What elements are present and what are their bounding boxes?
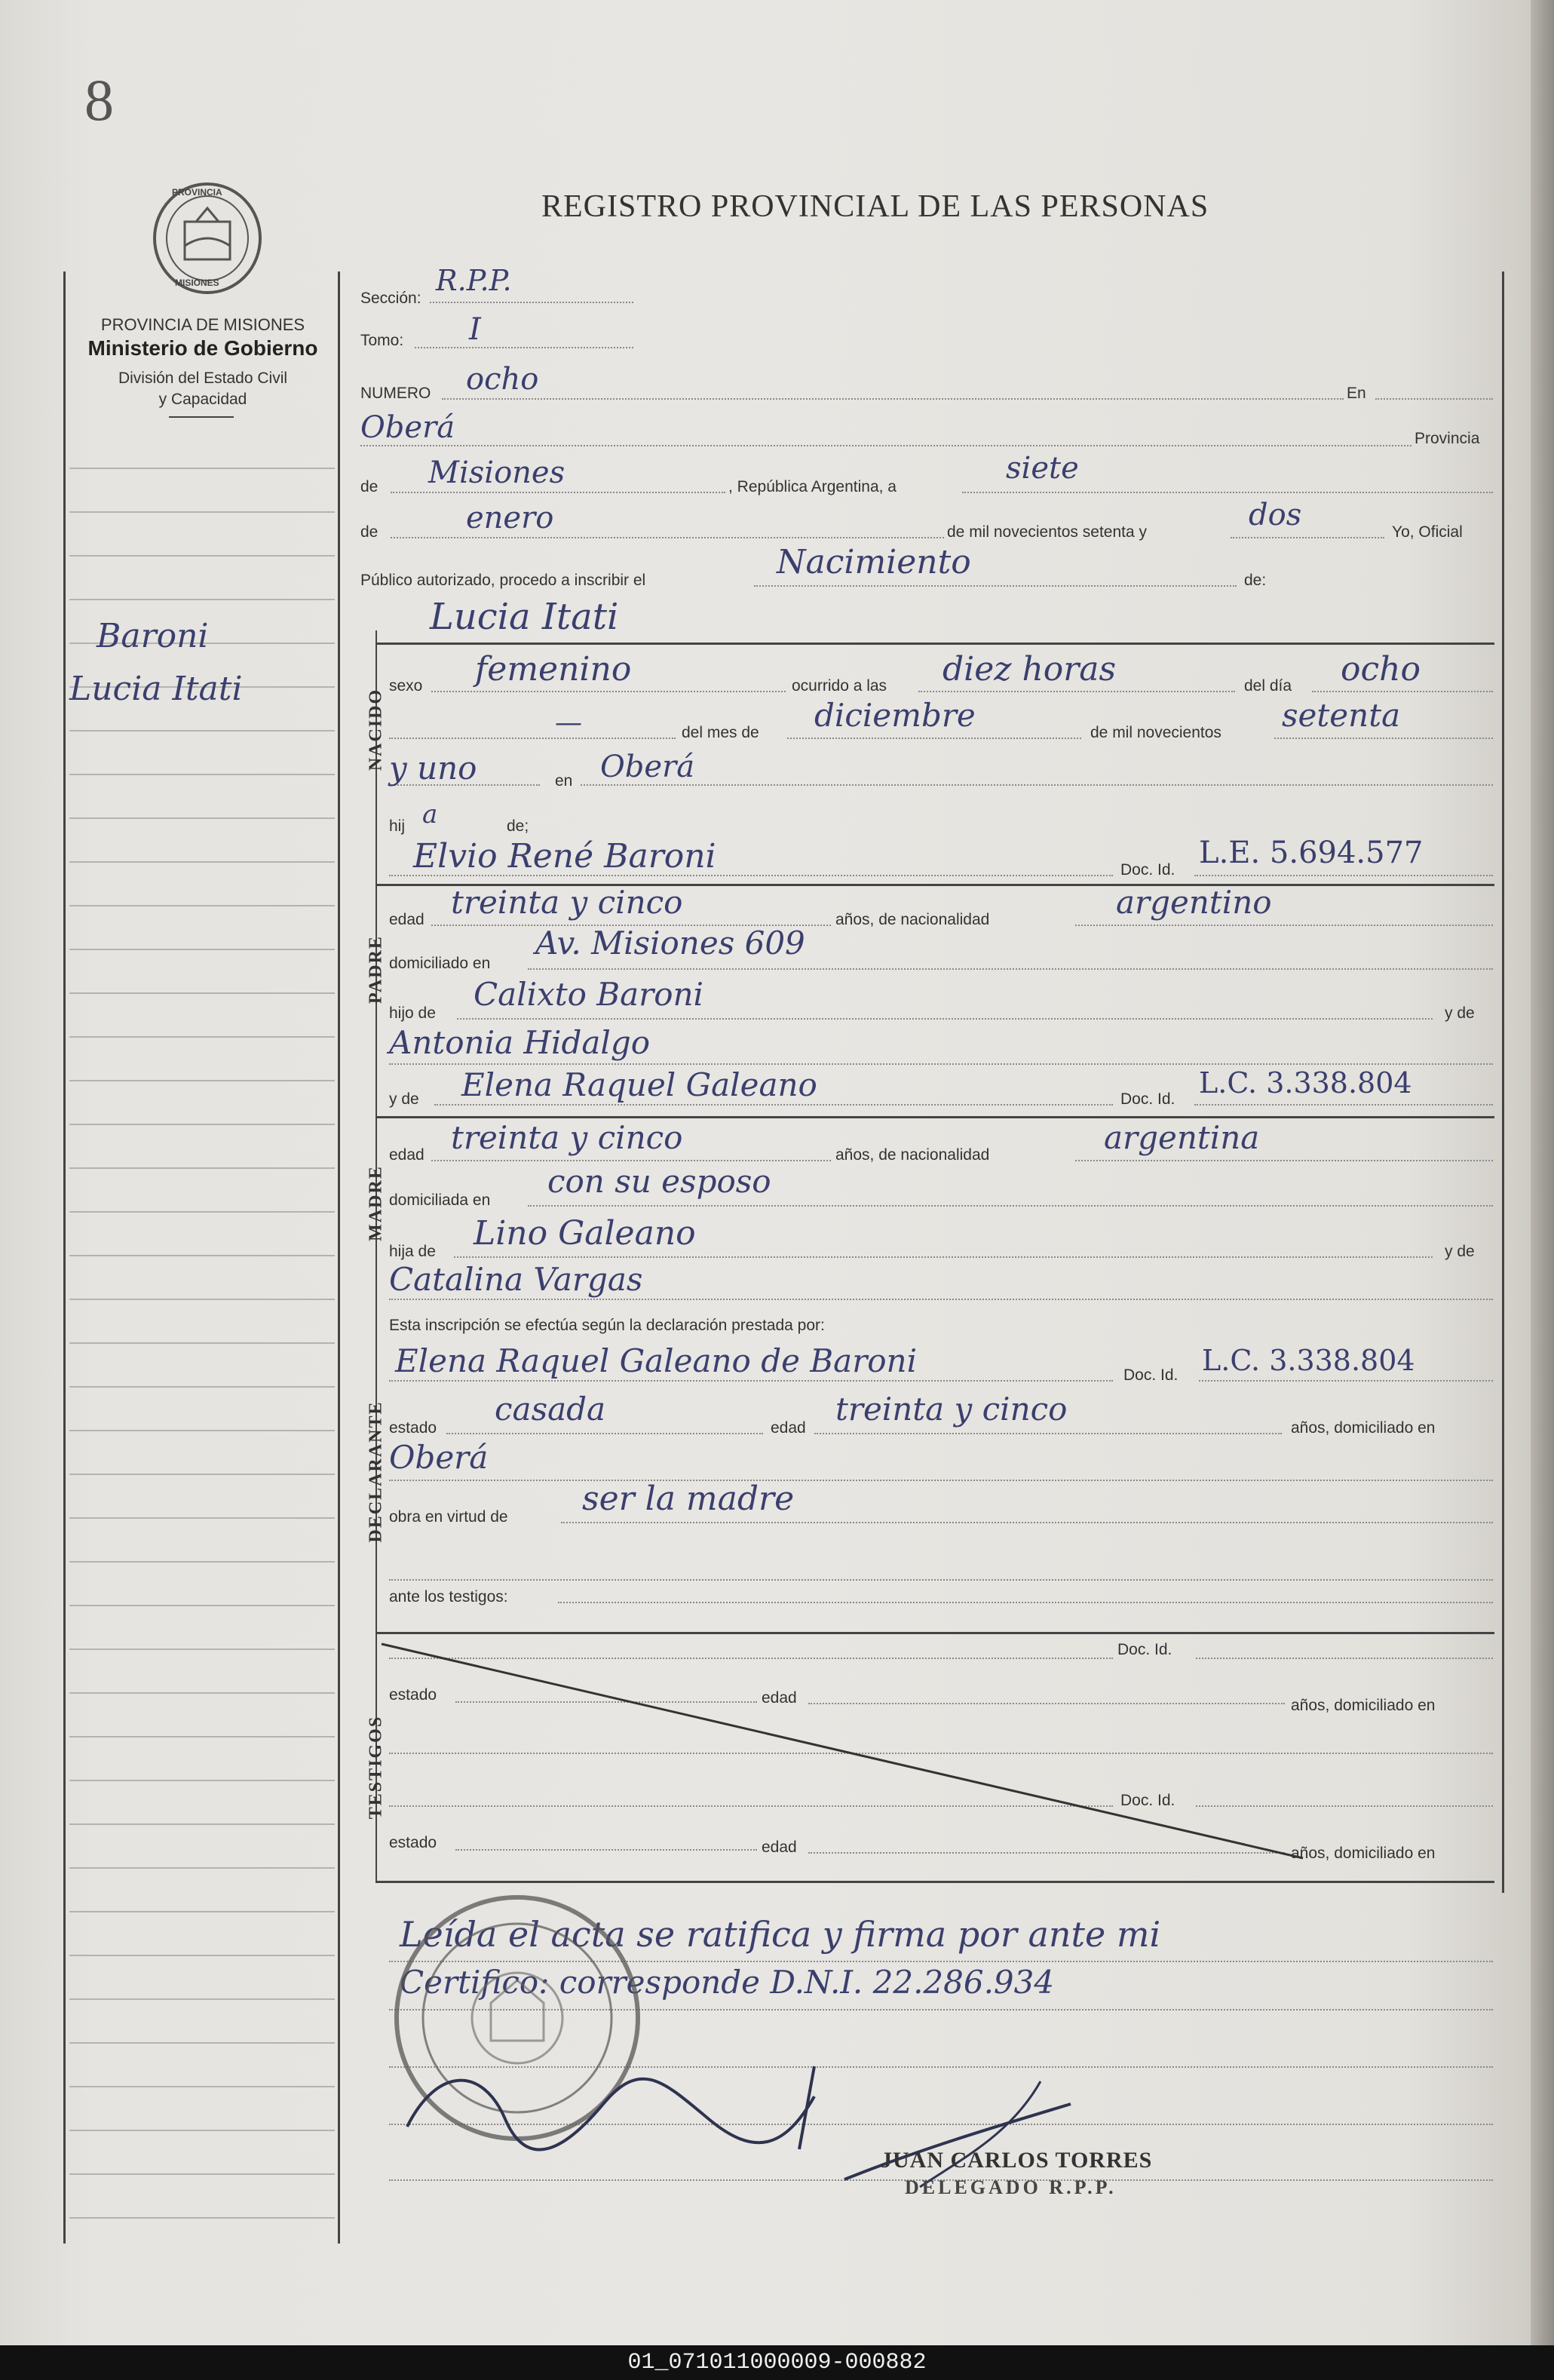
declarante-blank-line xyxy=(389,1579,1493,1581)
margin-ruled-line xyxy=(69,511,335,513)
madre-hija-de-line xyxy=(454,1256,1433,1258)
ante-line xyxy=(558,1602,1493,1603)
anio-nac-value-2: y uno xyxy=(389,750,477,787)
margin-ruled-line xyxy=(69,1649,335,1650)
margin-ruled-line xyxy=(69,730,335,731)
margin-ruled-line xyxy=(69,1692,335,1694)
margin-ruled-line xyxy=(69,949,335,950)
declarante-edad-label: edad xyxy=(771,1419,806,1437)
testigo2-estado-label: estado xyxy=(389,1834,437,1851)
dash-value: — xyxy=(555,707,582,738)
seccion-line xyxy=(430,302,633,303)
padre-hijo-de-label: hijo de xyxy=(389,1004,436,1022)
lugar-value: Oberá xyxy=(360,410,455,445)
margin-ruled-line xyxy=(69,1823,335,1825)
declarante-line xyxy=(389,1380,1113,1382)
margin-ruled-line xyxy=(69,2130,335,2131)
margin-frame-line xyxy=(338,271,340,2244)
witness-strike-line xyxy=(375,1632,1494,1881)
inscripcion-label: Esta inscripción se efectúa según la declaración prestada por: xyxy=(389,1317,825,1334)
nombre-value: Lucia Itati xyxy=(430,596,619,638)
capacity-underline xyxy=(169,416,234,418)
division-label: División del Estado Civil xyxy=(118,370,288,387)
padre-value: Elvio René Baroni xyxy=(413,837,716,876)
margin-ruled-line xyxy=(69,1430,335,1431)
madre-hija-de-value: Lino Galeano xyxy=(474,1214,696,1253)
declarante-doc-value: L.C. 3.338.804 xyxy=(1202,1344,1415,1377)
right-frame-line xyxy=(1502,271,1504,1893)
margin-surname: Baroni xyxy=(97,617,209,655)
sexo-label: sexo xyxy=(389,677,423,695)
margin-given-name: Lucia Itati xyxy=(69,670,243,708)
dia-value: siete xyxy=(1006,451,1079,486)
margin-ruled-line xyxy=(69,861,335,863)
provincia-label: Provincia xyxy=(1415,430,1480,447)
testigo1-anos-dom-label: años, domiciliado en xyxy=(1291,1697,1436,1714)
seccion-value: R.P.P. xyxy=(436,264,512,297)
padre-hijo-de-line xyxy=(457,1018,1433,1020)
lugar-nac-line xyxy=(581,784,1493,786)
hora-value: diez horas xyxy=(943,650,1117,689)
madre-doc-label: Doc. Id. xyxy=(1120,1090,1175,1108)
testigo2-anos-dom-label: años, domiciliado en xyxy=(1291,1845,1436,1862)
dia-nac-line xyxy=(1312,691,1493,692)
margin-ruled-line xyxy=(69,1386,335,1388)
declarante-doc-label: Doc. Id. xyxy=(1123,1366,1179,1384)
seccion-label: Sección: xyxy=(360,290,421,307)
madre-nac-line xyxy=(1075,1160,1493,1161)
numero-value: ocho xyxy=(466,362,539,397)
padre-hijo-de-value: Calixto Baroni xyxy=(474,976,703,1013)
madre-madre-value: Catalina Vargas xyxy=(389,1261,643,1298)
tomo-line xyxy=(415,347,633,348)
margin-ruled-line xyxy=(69,1780,335,1781)
provincia-value: Misiones xyxy=(428,455,566,490)
testigo1-estado-label: estado xyxy=(389,1686,437,1704)
province-label: PROVINCIA DE MISIONES xyxy=(100,315,305,334)
declarante-estado-label: estado xyxy=(389,1419,437,1437)
madre-edad-value: treinta y cinco xyxy=(451,1119,683,1156)
margin-ruled-line xyxy=(69,1342,335,1344)
padre-madre-line xyxy=(389,1063,1493,1065)
hora-line xyxy=(918,691,1235,692)
declarante-doc-line xyxy=(1199,1380,1493,1382)
de-mil-label: de mil novecientos setenta y xyxy=(947,523,1147,541)
margin-ruled-line xyxy=(69,1517,335,1519)
page-edge xyxy=(1531,0,1554,2345)
obra-label: obra en virtud de xyxy=(389,1508,508,1526)
padre-edad-value: treinta y cinco xyxy=(451,884,683,921)
margin-ruled-line xyxy=(69,1736,335,1737)
emblem-top-text: PROVINCIA xyxy=(172,187,222,198)
padre-doc-label: Doc. Id. xyxy=(1120,861,1175,879)
stamp-role: DELEGADO R.P.P. xyxy=(905,2176,1117,2198)
padre-nac-label: años, de nacionalidad xyxy=(835,911,990,928)
madre-y-de-label: y de xyxy=(389,1090,419,1108)
provincia-line xyxy=(391,492,725,493)
padre-dom-line xyxy=(528,968,1493,970)
lugar-line xyxy=(360,445,1411,446)
lugar-nac-value: Oberá xyxy=(600,750,695,784)
declarante-value: Elena Raquel Galeano de Baroni xyxy=(395,1342,918,1379)
numero-line xyxy=(442,398,1344,400)
anio-nac-line xyxy=(1274,738,1493,739)
declarante-edad-value: treinta y cinco xyxy=(835,1391,1068,1428)
obra-value: ser la madre xyxy=(582,1480,795,1518)
dash-line xyxy=(389,738,676,739)
margin-ruled-line xyxy=(69,1299,335,1300)
dia-line xyxy=(962,492,1493,493)
de-acto-label: de: xyxy=(1244,572,1267,589)
mes-nac-value: diciembre xyxy=(814,697,976,734)
margin-ruled-line xyxy=(69,1255,335,1256)
madre-doc-line xyxy=(1194,1104,1493,1106)
de-label: de xyxy=(360,478,379,495)
declarante-dom-value: Oberá xyxy=(389,1439,489,1476)
padre-dom-value: Av. Misiones 609 xyxy=(535,925,805,962)
madre-doc-value: L.C. 3.338.804 xyxy=(1199,1066,1412,1100)
declarante-estado-line xyxy=(446,1433,763,1434)
declarante-estado-value: casada xyxy=(495,1391,606,1428)
madre-hija-de-label: hija de xyxy=(389,1243,436,1260)
mes-nac-line xyxy=(787,738,1081,739)
side-label-declarante: DECLARANTE xyxy=(366,1400,386,1543)
page-number: 8 xyxy=(84,67,114,133)
ministry-label: Ministerio de Gobierno xyxy=(87,336,318,360)
file-id-footer: 01_071011000009-000882 xyxy=(0,2345,1554,2380)
publico-label: Público autorizado, procedo a inscribir el xyxy=(360,572,646,589)
side-label-madre: MADRE xyxy=(366,1165,386,1241)
en-label: En xyxy=(1347,385,1366,402)
registry-title: REGISTRO PROVINCIAL DE LAS PERSONAS xyxy=(541,189,1209,224)
obra-line xyxy=(561,1522,1493,1523)
dia-nac-value: ocho xyxy=(1341,650,1421,689)
tomo-label: Tomo: xyxy=(360,332,404,349)
madre-dom-value: con su esposo xyxy=(547,1163,771,1200)
hij-suffix: a xyxy=(422,799,438,830)
stamp-name: JUAN CARLOS TORRES xyxy=(881,2148,1153,2173)
anio-nac-value-1: setenta xyxy=(1282,697,1401,734)
margin-ruled-line xyxy=(69,599,335,600)
side-label-padre: PADRE xyxy=(366,935,386,1004)
de-mil-nov-label: de mil novecientos xyxy=(1090,724,1221,741)
testigo1-edad-label: edad xyxy=(762,1689,797,1707)
margin-ruled-line xyxy=(69,555,335,557)
madre-value: Elena Raquel Galeano xyxy=(461,1066,817,1103)
madre-edad-line xyxy=(431,1160,831,1161)
mes-line xyxy=(391,537,944,538)
anio-line xyxy=(1231,537,1384,538)
madre-top-rule xyxy=(375,1116,1494,1118)
margin-ruled-line xyxy=(69,1911,335,1912)
margin-ruled-line xyxy=(69,2173,335,2175)
margin-ruled-line xyxy=(69,1605,335,1606)
margin-ruled-line xyxy=(69,1036,335,1038)
margin-ruled-line xyxy=(69,1124,335,1125)
margin-ruled-line xyxy=(69,1211,335,1213)
padre-y-de-label: y de xyxy=(1445,1004,1475,1022)
republica-label: , República Argentina, a xyxy=(728,478,897,495)
madre-nac-value: argentina xyxy=(1104,1119,1260,1156)
padre-nac-line xyxy=(1075,925,1493,926)
margin-ruled-line xyxy=(69,1167,335,1169)
sexo-line xyxy=(431,691,786,692)
madre-madre-line xyxy=(389,1299,1493,1300)
emblem-bottom-text: MISIONES xyxy=(175,278,219,288)
padre-madre-value: Antonia Hidalgo xyxy=(389,1024,651,1061)
hij-label: hij xyxy=(389,817,406,835)
padre-doc-value: L.E. 5.694.577 xyxy=(1199,836,1424,870)
del-dia-label: del día xyxy=(1244,677,1292,695)
margin-ruled-line xyxy=(69,817,335,819)
madre-dom-line xyxy=(528,1205,1493,1207)
margin-ruled-line xyxy=(69,2217,335,2219)
de-semicolon-label: de; xyxy=(507,817,529,835)
nacido-top-rule xyxy=(375,643,1494,645)
side-label-nacido: NACIDO xyxy=(366,688,386,771)
margin-ruled-line xyxy=(69,1955,335,1956)
anio-value: dos xyxy=(1249,498,1302,532)
ante-testigos-label: ante los testigos: xyxy=(389,1588,508,1606)
capacity-label: y Capacidad xyxy=(158,391,247,408)
madre-dom-label: domiciliada en xyxy=(389,1192,491,1209)
margin-ruled-line xyxy=(69,2042,335,2044)
declarante-anos-dom-label: años, domiciliado en xyxy=(1291,1419,1436,1437)
margin-ruled-line xyxy=(69,1474,335,1475)
yo-oficial-label: Yo, Oficial xyxy=(1392,523,1463,541)
en-lugar-label: en xyxy=(555,772,573,790)
madre-line xyxy=(434,1104,1113,1106)
margin-ruled-line xyxy=(69,905,335,906)
numero-label: NUMERO xyxy=(360,385,431,402)
en-line xyxy=(1375,398,1493,400)
mes-value: enero xyxy=(466,501,554,535)
margin-ruled-line xyxy=(69,1998,335,2000)
testigo2-edad-label: edad xyxy=(762,1839,797,1856)
closing-text-2: Certifico: corresponde D.N.I. 22.286.934 xyxy=(400,1964,1055,2001)
acto-value: Nacimiento xyxy=(777,543,971,581)
declarante-dom-line xyxy=(389,1480,1493,1481)
left-frame-line xyxy=(63,271,66,2244)
margin-ruled-line xyxy=(69,1561,335,1563)
side-label-testigos: TESTIGOS xyxy=(366,1715,386,1820)
testigos-bottom-rule xyxy=(375,1881,1494,1883)
declarante-edad-line xyxy=(814,1433,1282,1434)
madre-nac-label: años, de nacionalidad xyxy=(835,1146,990,1164)
madre-edad-label: edad xyxy=(389,1146,425,1164)
acto-line xyxy=(754,585,1237,587)
sexo-value: femenino xyxy=(475,650,632,689)
de-mes-label: de xyxy=(360,523,379,541)
testigo2-doc-label: Doc. Id. xyxy=(1120,1792,1175,1809)
margin-ruled-line xyxy=(69,2086,335,2087)
ocurrido-label: ocurrido a las xyxy=(792,677,887,695)
madre-y-de-2-label: y de xyxy=(1445,1243,1475,1260)
padre-doc-line xyxy=(1194,875,1493,876)
testigo1-doc-label: Doc. Id. xyxy=(1117,1641,1172,1658)
padre-edad-label: edad xyxy=(389,911,425,928)
tomo-value: I xyxy=(469,312,481,347)
closing-text-1: Leída el acta se ratifica y firma por ante mi xyxy=(400,1914,1161,1955)
margin-ruled-line xyxy=(69,774,335,775)
margin-ruled-line xyxy=(69,992,335,994)
del-mes-label: del mes de xyxy=(682,724,759,741)
padre-nac-value: argentino xyxy=(1116,884,1272,921)
padre-dom-label: domiciliado en xyxy=(389,955,491,972)
margin-ruled-line xyxy=(69,1080,335,1081)
margin-ruled-line xyxy=(69,1867,335,1869)
margin-ruled-line xyxy=(69,468,335,469)
